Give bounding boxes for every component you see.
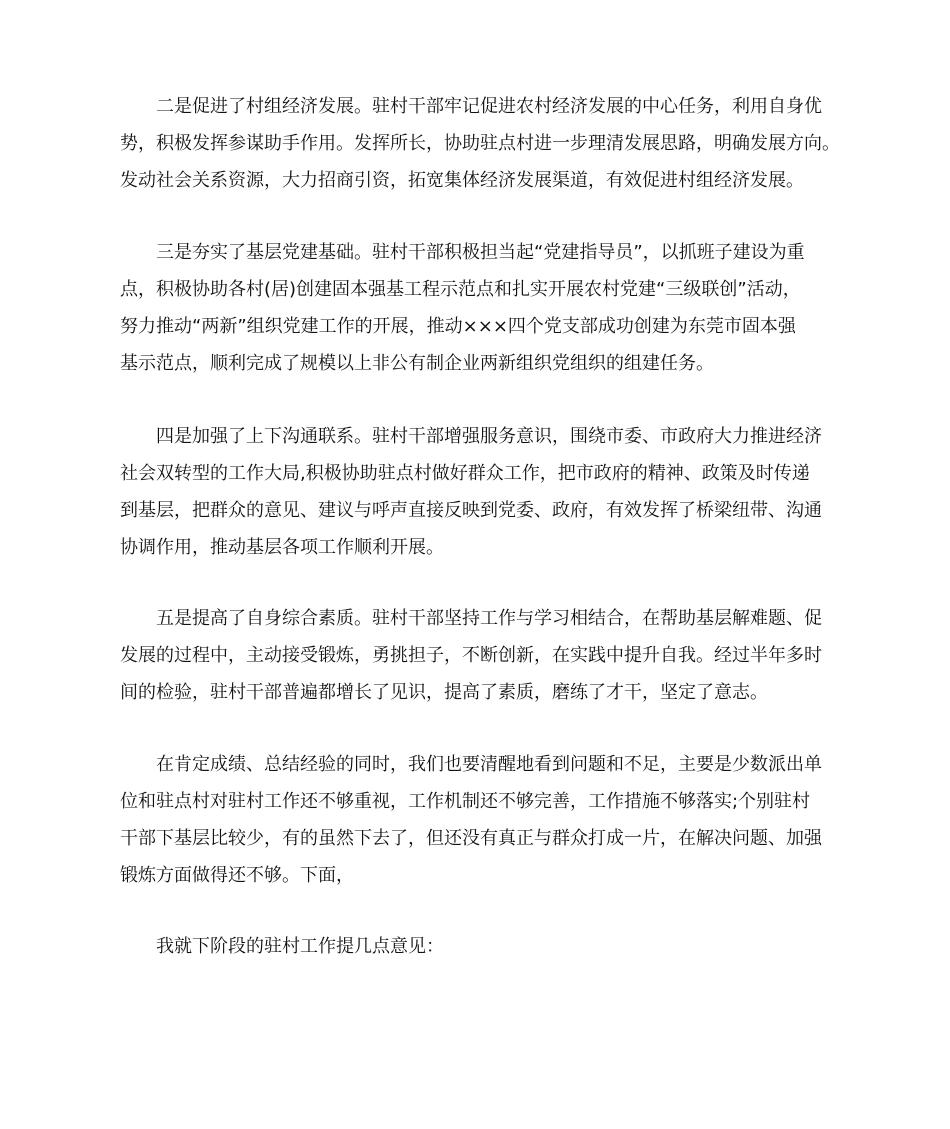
text-line: 在肯定成绩、总结经验的同时，我们也要清醒地看到问题和不足，主要是少数派出单 xyxy=(156,754,822,775)
paragraph-opinions-intro xyxy=(120,928,846,965)
text-line: 锻炼方面做得还不够。下面， xyxy=(120,865,354,886)
text-line: 点，积极协助各村(居)创建固本强基工程示范点和扎实开展农村党建“三级联创”活动， xyxy=(120,279,801,300)
text-line: 基示范点，顺利完成了规模以上非公有制企业两新组织党组织的组建任务。 xyxy=(120,353,714,374)
text-line: 位和驻点村对驻村工作还不够重视，工作机制还不够完善，工作措施不够落实;个别驻村 xyxy=(120,791,811,812)
text-line: 势，积极发挥参谋助手作用。发挥所长，协助驻点村进一步理清发展思路，明确发展方向。 xyxy=(120,133,840,154)
text-line: 二是促进了村组经济发展。驻村干部牢记促进农村经济发展的中心任务，利用自身优 xyxy=(156,96,822,117)
text-line: 努力推动“两新”组织党建工作的开展，推动×××四个党支部成功创建为东莞市固本强 xyxy=(120,316,796,337)
text-line: 社会双转型的工作大局,积极协助驻点村做好群众工作，把市政府的精神、政策及时传递 xyxy=(120,463,810,484)
paragraph-communication xyxy=(120,418,846,566)
text-line: 协调作用，推动基层各项工作顺利开展。 xyxy=(120,537,444,558)
text-line: 间的检验，驻村干部普遍都增长了见识，提高了素质，磨练了才干，坚定了意志。 xyxy=(120,682,768,703)
paragraph-self-improvement xyxy=(120,600,846,711)
text-line: 三是夯实了基层党建基础。驻村干部积极担当起“党建指导员”，以抓班子建设为重 xyxy=(156,242,805,263)
paragraph-party-building xyxy=(120,234,846,382)
text-line: 四是加强了上下沟通联系。驻村干部增强服务意识，围绕市委、市政府大力推进经济 xyxy=(156,426,822,447)
text-line: 到基层，把群众的意见、建议与呼声直接反映到党委、政府，有效发挥了桥梁纽带、沟通 xyxy=(120,500,822,521)
text-line: 发动社会关系资源，大力招商引资，拓宽集体经济发展渠道，有效促进村组经济发展。 xyxy=(120,170,804,191)
text-line: 发展的过程中，主动接受锻炼，勇挑担子，不断创新，在实践中提升自我。经过半年多时 xyxy=(120,645,822,666)
text-line: 干部下基层比较少，有的虽然下去了，但还没有真正与群众打成一片，在解决问题、加强 xyxy=(120,828,822,849)
paragraph-village-economy xyxy=(120,88,846,199)
text-line: 我就下阶段的驻村工作提几点意见： xyxy=(156,936,444,957)
text-line: 五是提高了自身综合素质。驻村干部坚持工作与学习相结合，在帮助基层解难题、促 xyxy=(156,608,822,629)
paragraph-problems xyxy=(120,746,846,894)
